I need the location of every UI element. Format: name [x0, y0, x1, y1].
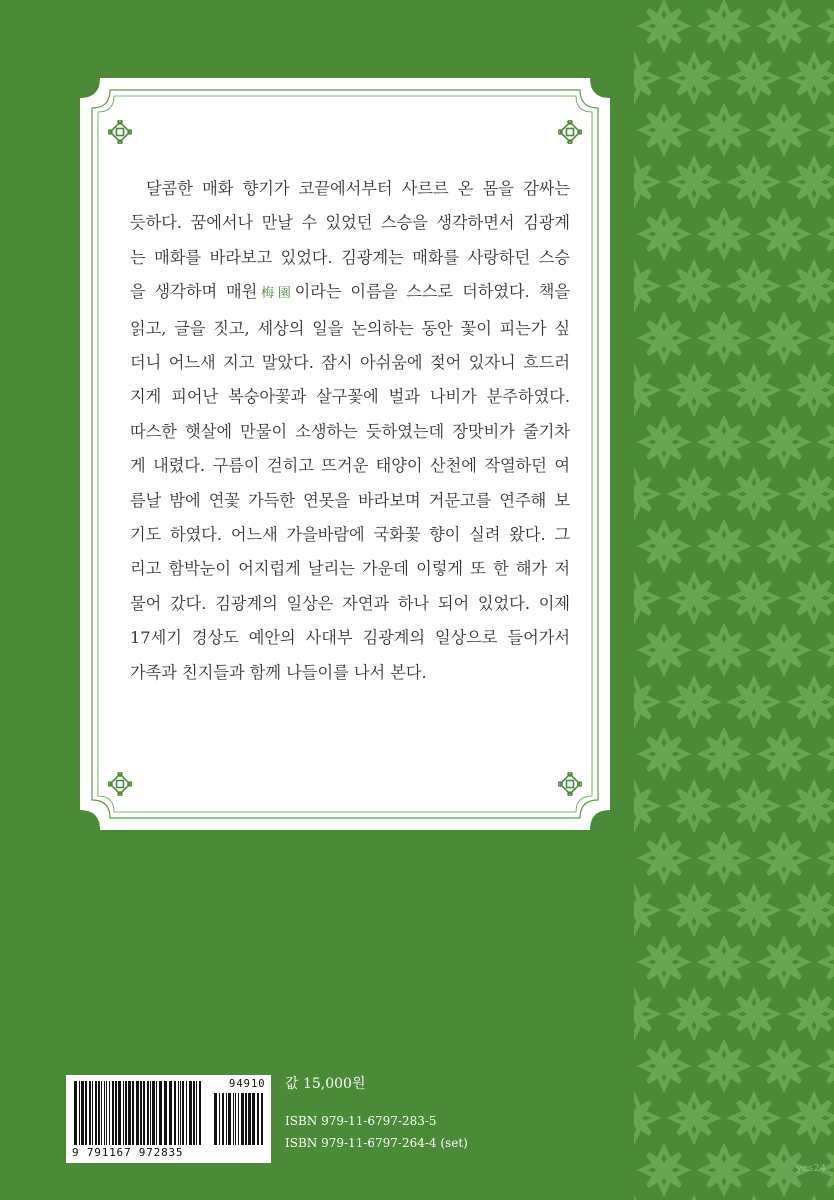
hanja-annotation: 梅園 [257, 286, 295, 302]
isbn-barcode [66, 1075, 271, 1163]
barcode-bar [118, 1081, 121, 1145]
barcode-bar [233, 1093, 234, 1145]
barcode-bar [79, 1081, 80, 1145]
barcode-bar [143, 1081, 145, 1145]
barcode-bar [164, 1081, 167, 1145]
isbn-line: ISBN 979-11-6797-283-5 [285, 1114, 437, 1128]
barcode-bar [132, 1081, 134, 1145]
blurb-line: 기도 하였다. 어느새 가을바람에 국화꽃 향이 실려 왔다. 그 [130, 525, 570, 545]
barcode-bar [238, 1093, 239, 1145]
blurb-line: 읽고, 글을 짓고, 세상의 일을 논의하는 동안 꽃이 피는가 싶 [130, 318, 570, 338]
barcode-bar [159, 1081, 162, 1145]
blurb-line: 따스한 햇살에 만물이 소생하는 듯하였는데 장맛비가 줄기차 [130, 421, 570, 441]
blurb-line: 물어 갔다. 김광계의 일상은 자연과 하나 되어 있었다. 이제 [130, 593, 570, 613]
barcode-bar [136, 1081, 139, 1145]
barcode-bar [140, 1081, 142, 1145]
isbn-set-line: ISBN 979-11-6797-264-4 (set) [285, 1136, 468, 1150]
corner-ornament-icon [108, 120, 132, 144]
barcode-bar [123, 1081, 124, 1145]
barcode-bar [257, 1093, 259, 1145]
blurb-line: 듯하다. 꿈에서나 만날 수 있었던 스승을 생각하면서 김광계 [130, 213, 570, 233]
barcode-bar [104, 1081, 105, 1145]
barcode-bar [74, 1081, 77, 1145]
barcode-bar [89, 1081, 91, 1145]
corner-ornament-icon [558, 120, 582, 144]
barcode-bars [74, 1081, 204, 1145]
barcode-bar [186, 1081, 187, 1145]
barcode-bar [81, 1081, 84, 1145]
barcode-bar [174, 1081, 176, 1145]
corner-ornament-icon [558, 772, 582, 796]
barcode-bar [222, 1093, 224, 1145]
barcode-bar [182, 1081, 184, 1145]
watermark-text: yes24 [796, 1163, 827, 1174]
barcode-bar [115, 1081, 117, 1145]
barcode-bar [125, 1081, 127, 1145]
barcode-bar [228, 1093, 231, 1145]
barcode-bar [241, 1093, 244, 1145]
blurb-line: 는 매화를 바라보고 있었다. 김광계는 매화를 사랑하던 스승 [130, 247, 570, 267]
barcode-bar [95, 1081, 97, 1145]
barcode-bar [112, 1081, 114, 1145]
barcode-bar [169, 1081, 172, 1145]
barcode-bar [92, 1081, 93, 1145]
price-label: 값 15,000원 [285, 1076, 366, 1092]
barcode-bar [199, 1081, 201, 1145]
blurb-line: 게 내렸다. 구름이 걷히고 뜨거운 태양이 산천에 작열하던 여 [130, 456, 570, 476]
barcode-bar [152, 1081, 155, 1145]
decorative-pattern [634, 0, 834, 1200]
barcode-addon-bars [214, 1093, 264, 1145]
barcode-bar [85, 1081, 87, 1145]
barcode-bar [252, 1093, 255, 1145]
barcode-bar [214, 1093, 217, 1145]
barcode-bar [109, 1081, 110, 1145]
barcode-bar [180, 1081, 181, 1145]
barcode-bar [235, 1093, 236, 1145]
barcode-bar [196, 1081, 197, 1145]
barcode-bar [261, 1093, 263, 1145]
barcode-bar [128, 1081, 131, 1145]
barcode-bar [193, 1081, 195, 1145]
blurb-fragment: 이라는 이름을 스스로 더하였다. 책을 [294, 282, 570, 302]
barcode-bar [189, 1081, 192, 1145]
corner-ornament-icon [108, 772, 132, 796]
barcode-bar [178, 1081, 179, 1145]
cover-blurb [130, 172, 570, 690]
barcode-bar [150, 1081, 151, 1145]
barcode-addon-number: 94910 [229, 1078, 266, 1090]
barcode-bar [147, 1081, 149, 1145]
barcode-bar [245, 1093, 247, 1145]
barcode-bar [106, 1081, 107, 1145]
barcode-bar [248, 1093, 251, 1145]
blurb-line [130, 275, 570, 311]
barcode-bar [226, 1093, 227, 1145]
barcode-bar [101, 1081, 102, 1145]
blurb-line: 가족과 친지들과 함께 나들이를 나서 본다. [130, 662, 427, 682]
barcode-bar [156, 1081, 157, 1145]
blurb-line: 17세기 경상도 예안의 사대부 김광계의 일상으로 들어가서 [130, 628, 570, 648]
blurb-line: 달콤한 매화 향기가 코끝에서부터 사르르 온 몸을 감싸는 [146, 179, 570, 198]
barcode-bar [98, 1081, 100, 1145]
blurb-fragment: 을 생각하며 매원 [130, 282, 258, 302]
blurb-line: 름날 밤에 연꽃 가득한 연못을 바라보며 거문고를 연주해 보 [130, 490, 570, 510]
blurb-line: 더니 어느새 지고 말았다. 잠시 아쉬움에 젖어 있자니 흐드러 [130, 353, 570, 373]
blurb-line: 지게 피어난 복숭아꽃과 살구꽃에 벌과 나비가 분주하였다. [130, 387, 570, 407]
barcode-bar [219, 1093, 220, 1145]
barcode-ean-number: 9 791167 972835 [72, 1146, 184, 1159]
blurb-line: 리고 함박눈이 어지럽게 날리는 가운데 이렇게 또 한 해가 저 [130, 559, 570, 579]
